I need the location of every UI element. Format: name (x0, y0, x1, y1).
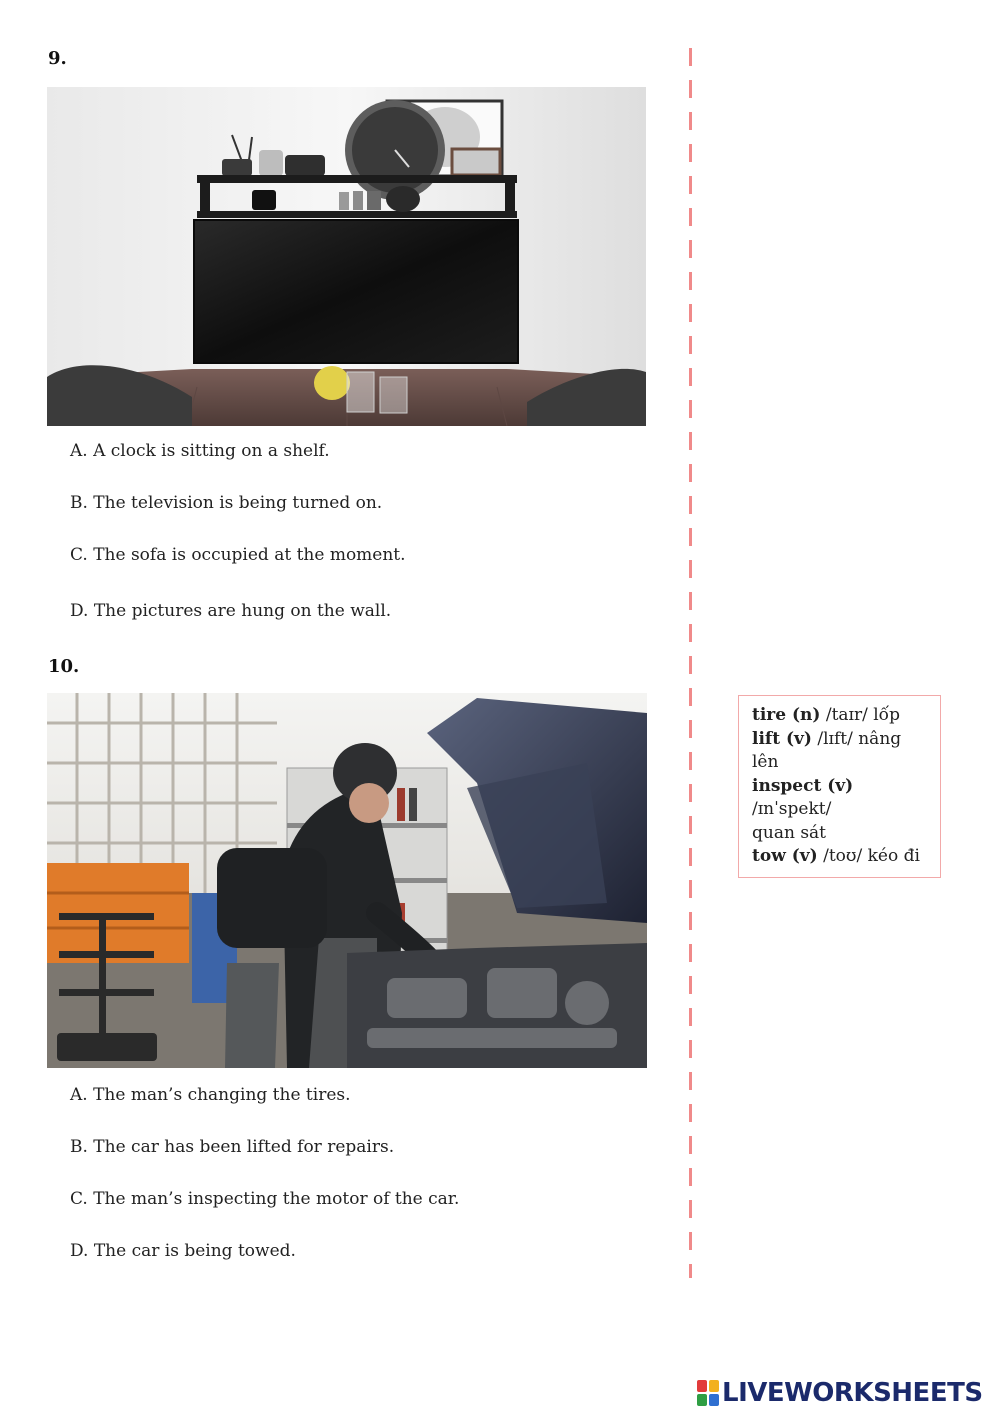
vocab-definition: /toʊ/ kéo đi (817, 846, 920, 866)
question-9-option-d: D. The pictures are hung on the wall. (70, 601, 392, 621)
vocab-word: tire (n) (752, 705, 821, 725)
vocab-definition: /lɪft/ nâng (811, 728, 902, 749)
vocab-definition: /taɪr/ lốp (820, 705, 900, 725)
tv-room-photo (47, 87, 646, 426)
vocab-entry-lift (752, 728, 932, 752)
question-9-option-b: B. The television is being turned on. (70, 493, 383, 513)
question-number-10: 10. (48, 656, 80, 677)
dashed-divider (689, 48, 692, 1278)
question-9-option-a: A. A clock is sitting on a shelf. (70, 441, 330, 461)
vocab-word: inspect (v) (752, 775, 854, 796)
vocabulary-box (738, 695, 941, 878)
vocab-definition-cont: lên (752, 752, 779, 772)
liveworksheets-logo (697, 1378, 983, 1408)
vocab-ipa: /ɪnˈspekt/ (752, 799, 832, 819)
question-9-option-c: C. The sofa is occupied at the moment. (70, 545, 406, 565)
vocab-definition: quan sát (752, 822, 827, 843)
vocab-word: lift (v) (752, 728, 812, 749)
vocab-word: tow (v) (752, 846, 818, 866)
logo-text: LIVEWORKSHEETS (722, 1378, 983, 1408)
mechanic-photo (47, 693, 647, 1068)
question-10-option-b: B. The car has been lifted for repairs. (70, 1137, 395, 1157)
question-10-option-a: A. The man’s changing the tires. (70, 1085, 351, 1105)
vocab-entry-tire (752, 704, 932, 728)
question-number-9: 9. (48, 48, 67, 69)
question-10-option-c: C. The man’s inspecting the motor of the car. (70, 1189, 460, 1209)
question-10-option-d: D. The car is being towed. (70, 1241, 296, 1261)
logo-mark-icon (697, 1380, 719, 1406)
vocab-entry-tow (752, 845, 932, 869)
